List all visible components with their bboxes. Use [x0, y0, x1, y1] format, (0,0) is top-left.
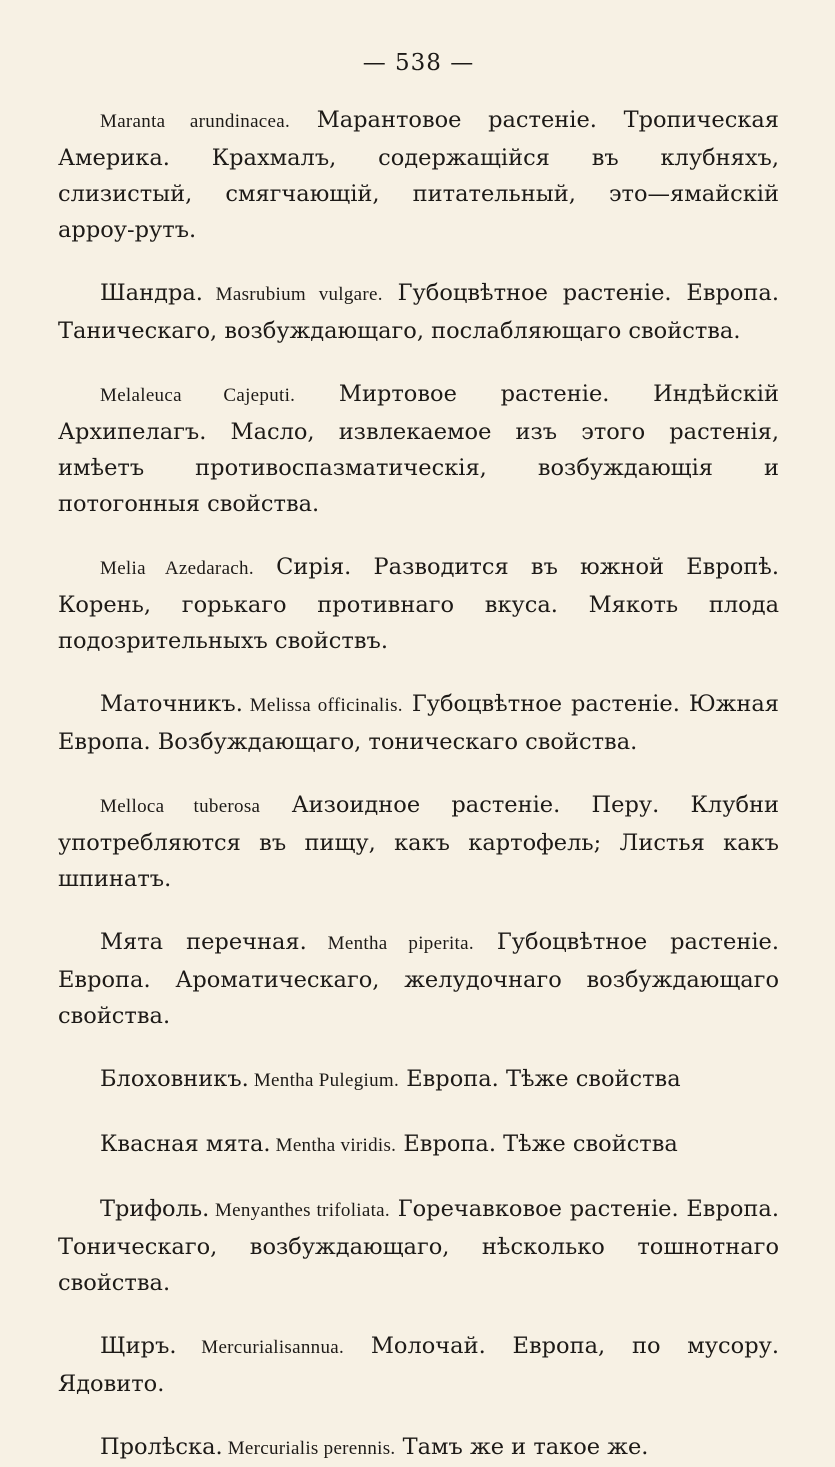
entry-text: Молочай. Европа, по мусору. Ядовито.	[58, 1333, 779, 1397]
entry-text: Губоцвѣтное растеніе. Южная Европа. Возбуждающаго, тоническаго свойства.	[58, 691, 779, 755]
entry-lead-name: Шандра.	[100, 280, 203, 306]
entry-text: Миртовое растеніе. Индѣйскій Архипелагъ. Масло, извлекаемое изъ этого растенія, имѣетъ противоспазматическія, возбуждающія и потогонныя свойства.	[58, 381, 779, 517]
entry-mentha-piperita	[58, 924, 779, 1034]
entry-latin-name: Mentha viridis.	[270, 1135, 397, 1156]
entry-text: Европа. Тѣже свойства	[396, 1131, 678, 1157]
entry-latin-name: Menyanthes trifoliata.	[209, 1200, 390, 1221]
entry-latin-name: Mentha Pulegium.	[248, 1070, 400, 1091]
entry-text: Аизоидное растеніе. Перу. Клубни употребляются въ пищу, какъ картофель; Листья какъ шпинатъ.	[58, 792, 779, 892]
entry-lead-name: Трифоль.	[100, 1196, 210, 1222]
entry-text: Сирія. Разводится въ южной Европѣ. Корень, горькаго противнаго вкуса. Мякоть плода подозрительныхъ свойствъ.	[58, 554, 779, 654]
entry-maranta	[58, 102, 779, 248]
entry-lead-name: Щиръ.	[100, 1333, 177, 1359]
entry-menyanthes	[58, 1191, 779, 1301]
entry-text: Тамъ же и такое же.	[395, 1434, 649, 1460]
entry-mentha-viridis	[58, 1126, 779, 1164]
entry-text: Европа. Тѣже свойства	[399, 1066, 681, 1092]
entry-latin-name: Mercurialis perennis.	[222, 1438, 396, 1459]
entry-mercurialis-annua	[58, 1328, 779, 1402]
entry-mentha-pulegium	[58, 1061, 779, 1099]
entry-latin-name: Melaleuca Cajeputi.	[100, 385, 296, 406]
entry-lead-name: Пролѣска.	[100, 1434, 223, 1460]
entry-marrubium	[58, 275, 779, 349]
entry-latin-name: Mentha piperita.	[306, 933, 474, 954]
entry-latin-name: Masrubium vulgare.	[202, 284, 383, 305]
page-number: — 538 —	[362, 50, 475, 76]
entry-text: Горечавковое растеніе. Европа. Тоническаго, возбуждающаго, нѣсколько тошнотнаго свойства.	[58, 1196, 779, 1296]
entry-text: Губоцвѣтное растеніе. Европа. Таническаго, возбуждающаго, послабляющаго свойства.	[58, 280, 779, 344]
entry-lead-name: Маточникъ.	[100, 691, 243, 717]
entry-text: Губоцвѣтное растеніе. Европа. Ароматическаго, желудочнаго возбуждающаго свойства.	[58, 929, 779, 1029]
entry-lead-name: Мята перечная.	[100, 929, 307, 955]
entry-lead-name: Квасная мята.	[100, 1131, 271, 1157]
entry-text: Марантовое растеніе. Тропическая Америка. Крахмалъ, содержащійся въ клубняхъ, слизистый, смягчающій, питательный, это—ямайскій арроу-рутъ.	[58, 107, 780, 243]
entry-melissa	[58, 686, 779, 760]
entry-mercurialis-perennis	[58, 1429, 779, 1467]
entry-melloca	[58, 787, 779, 897]
entry-melia	[58, 549, 779, 659]
entry-melaleuca	[58, 376, 779, 522]
entry-latin-name: Melissa officinalis.	[242, 695, 403, 716]
entry-lead-name: Блоховникъ.	[100, 1066, 249, 1092]
entry-latin-name: Maranta arundinacea.	[100, 111, 291, 132]
entry-latin-name: Mercurialisannua.	[176, 1337, 345, 1358]
entry-latin-name: Melia Azedarach.	[100, 558, 254, 579]
entry-latin-name: Melloca tuberosa	[100, 796, 261, 817]
